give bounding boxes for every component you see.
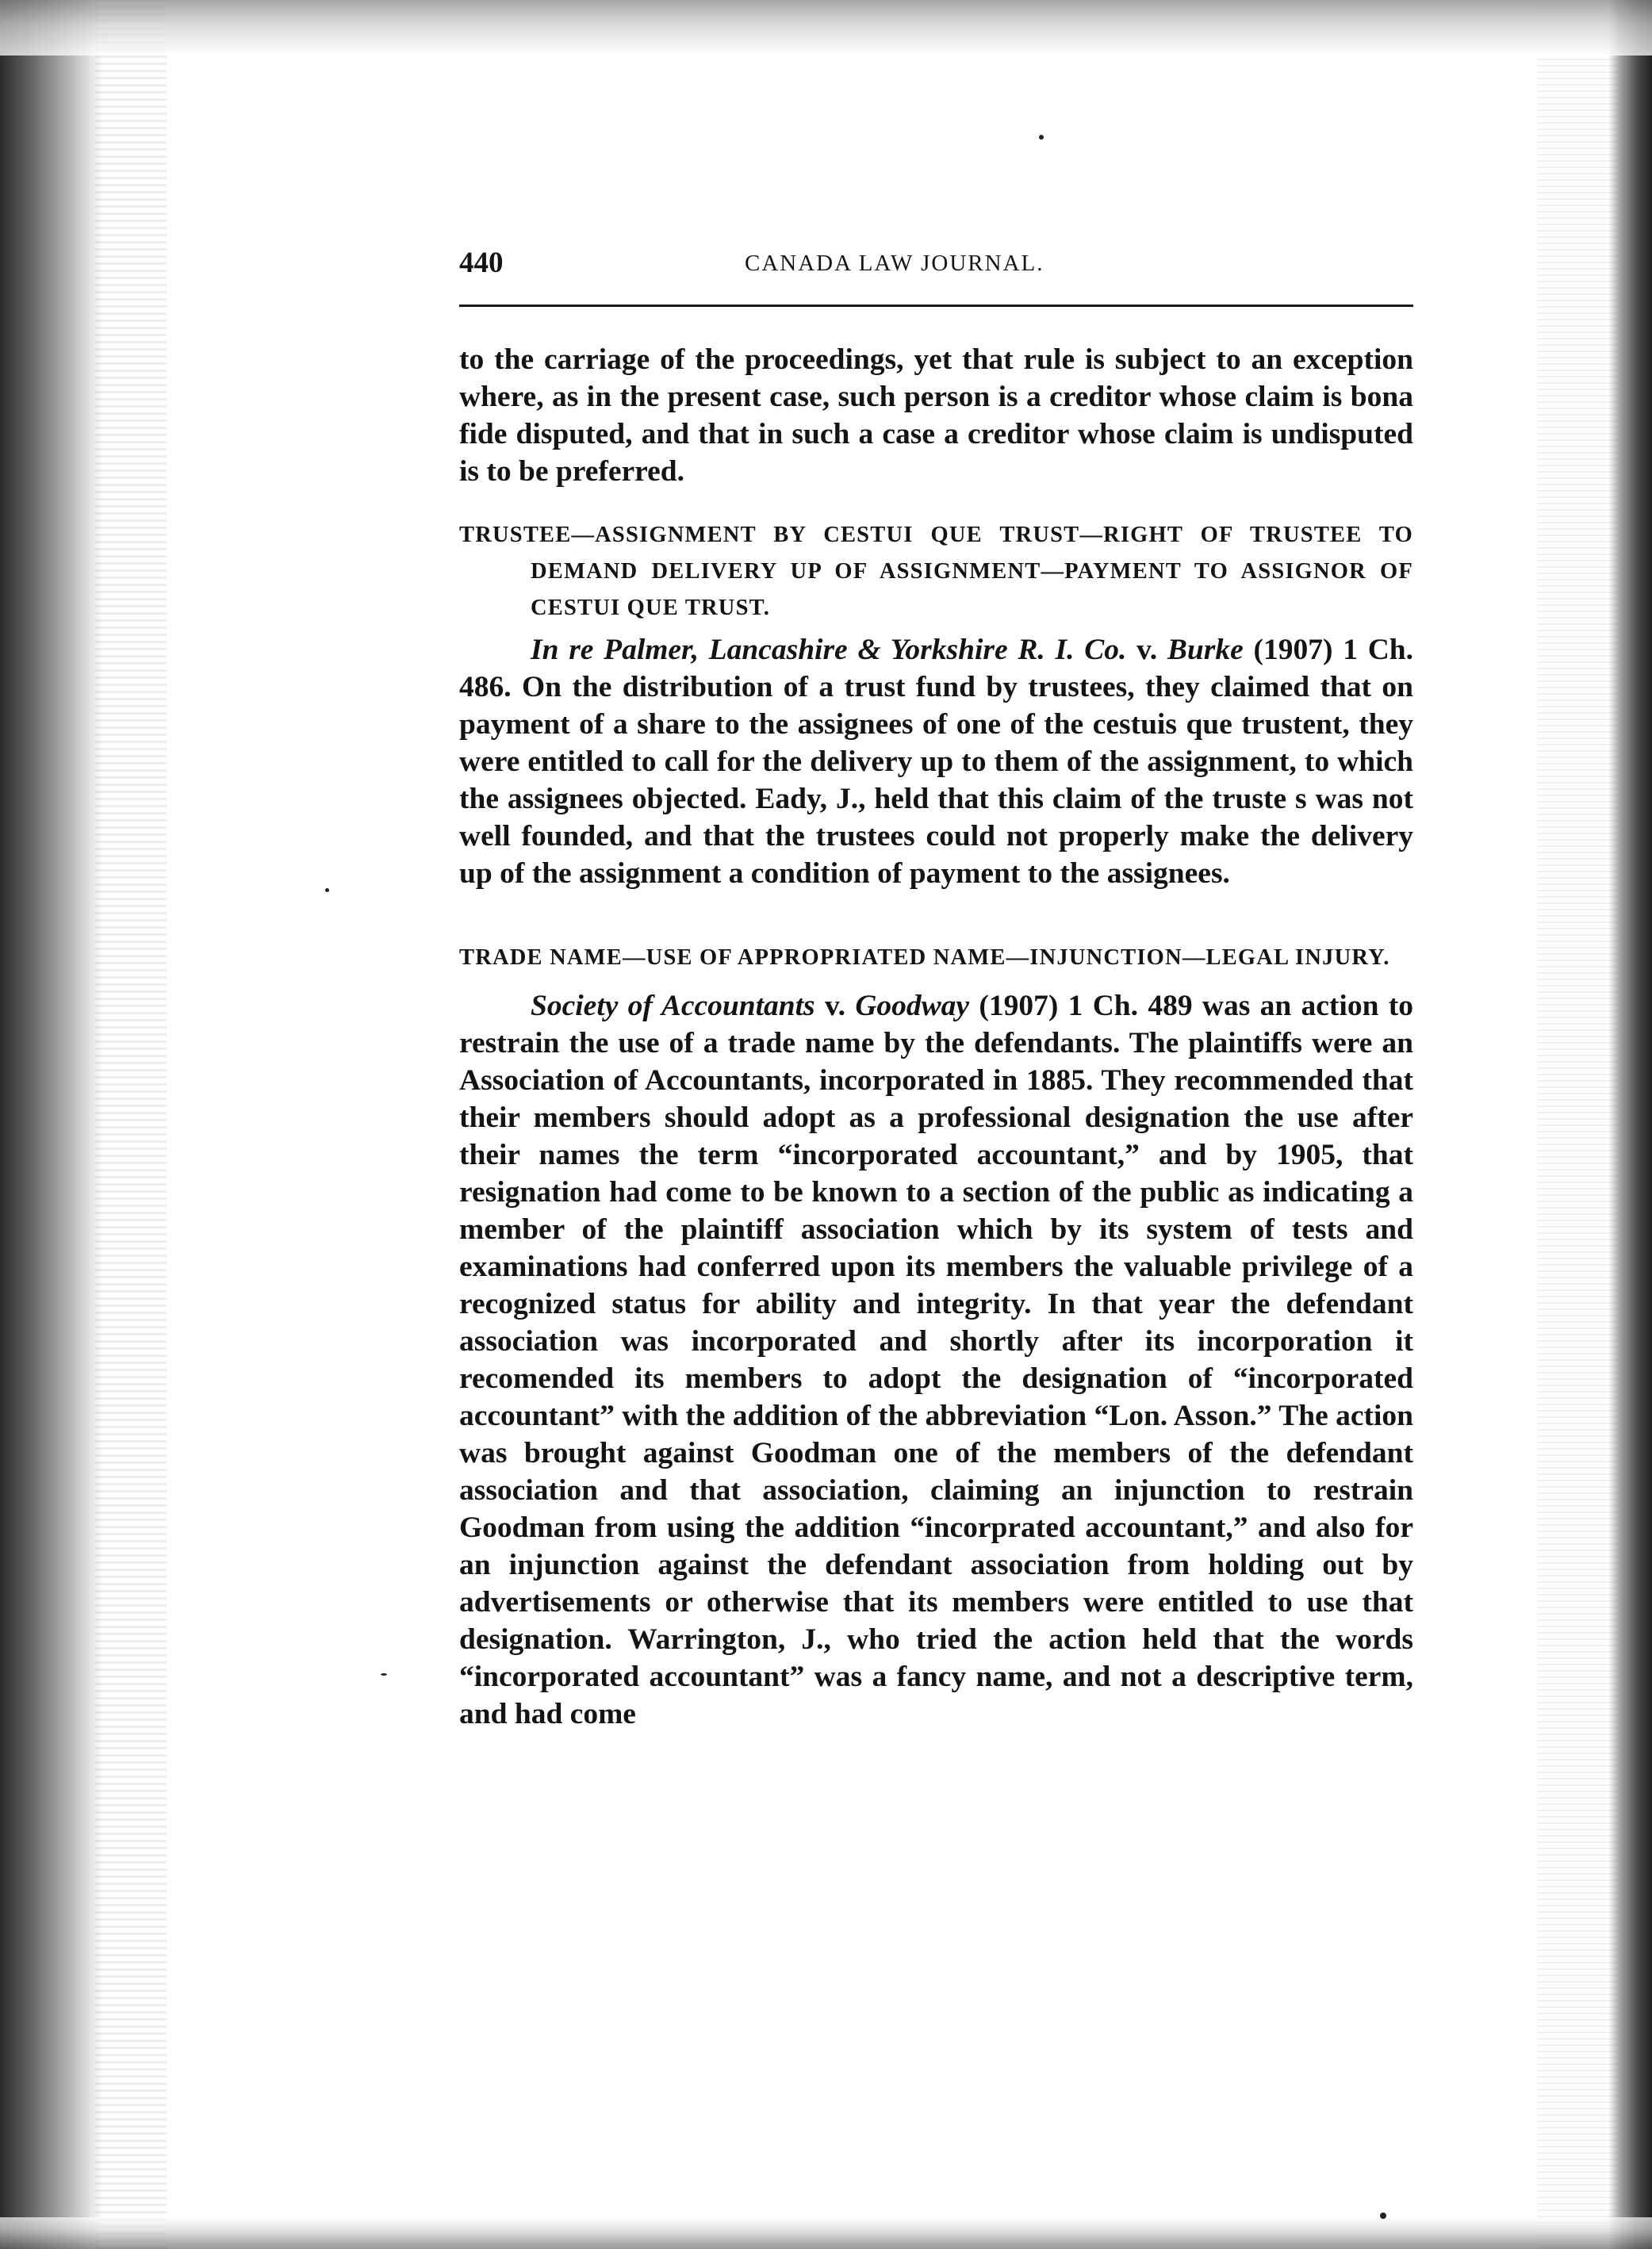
scan-speck <box>381 1673 387 1676</box>
scan-edge-right-texture <box>1537 0 1616 2249</box>
section-headnote-trustee: TRUSTEE—ASSIGNMENT BY CESTUI QUE TRUST—RIGHT OF TRUSTEE TO DEMAND DELIVERY UP OF ASSIGNMENT—PAYMENT TO ASSIGNOR OF CESTUI QUE TRUST. <box>459 523 1413 620</box>
section-headnote-trade-name: TRADE NAME—USE OF APPROPRIATED NAME—INJUNCTION—LEGAL INJURY. <box>459 945 1390 970</box>
case-name: Goodway <box>855 990 970 1022</box>
header-rule <box>459 305 1413 307</box>
continuation-paragraph: to the carriage of the proceedings, yet that rule is subject to an exception where, as in the present case, such person is a creditor whose claim is bona fide disputed, and that in such a case a creditor whose claim is undisputed is to be preferred. <box>459 343 1413 488</box>
case-name: Burke <box>1167 634 1244 666</box>
running-head: CANADA LAW JOURNAL. <box>745 251 1044 276</box>
scan-speck <box>1039 135 1044 140</box>
case-body: (1907) 1 Ch. 489 was an action to restrain the use of a trade name by the defendants. The plaintiffs were an Association of Accountants, incorporated in 1885. They recommended that their members should adopt as a professional designation the use after their names the term “incorporated accountant,” and by 1905, that resignation had come to be known to a section of the public as indicating a member of the plaintiff association which by its system of tests and examinations had conferred upon its members the valuable privilege of a recognized status for ability and integrity. In that year the defendant association was incorporated and shortly after its incorporation it recomended its members to adopt the designation of “incorporated accountant” with the addition of the abbreviation “Lon. Asson.” The action was brought against Goodman one of the members of the defendant association and that association, claiming an injunction to restrain Goodman from using the addition “incorprated accountant,” and also for an injunction against the defendant association from holding out by advertisements or otherwise that its members were entitled to use that designation. Warrington, J., who tried the action held that the words “incorporated accountant” was a fancy name, and not a descriptive term, and had come <box>459 990 1413 1730</box>
case-versus: v. <box>1126 634 1167 666</box>
case-paragraph-accountants <box>459 987 1413 1733</box>
case-body: (1907) 1 Ch. 486. On the distribution of a trust fund by trustees, they claimed that on payment of a share to the assignees of one of the cestuis que trustent, they were entitled to call for the delivery up to them of the assignment, to which the assignees objected. Eady, J., held that this claim of the truste s was not well founded, and that the trustees could not properly make the delivery up of the assignment a condition of payment to the assignees. <box>459 634 1414 890</box>
scan-edge-top <box>0 0 1652 56</box>
case-name: In re Palmer, Lancashire & Yorkshire R. I. Co. <box>531 634 1127 666</box>
case-name: Society of Accountants <box>531 990 815 1022</box>
scan-speck <box>1380 2213 1386 2219</box>
journal-page <box>459 246 1414 1730</box>
scan-edge-bottom <box>0 2217 1652 2249</box>
scan-edge-left-texture <box>95 0 167 2249</box>
case-versus: v. <box>815 990 856 1022</box>
case-paragraph-palmer <box>459 631 1413 892</box>
page-header <box>459 246 1413 285</box>
page-body <box>459 341 1413 1733</box>
page-number: 440 <box>459 247 504 279</box>
scan-speck <box>325 888 329 892</box>
scan-edge-left <box>0 0 103 2249</box>
